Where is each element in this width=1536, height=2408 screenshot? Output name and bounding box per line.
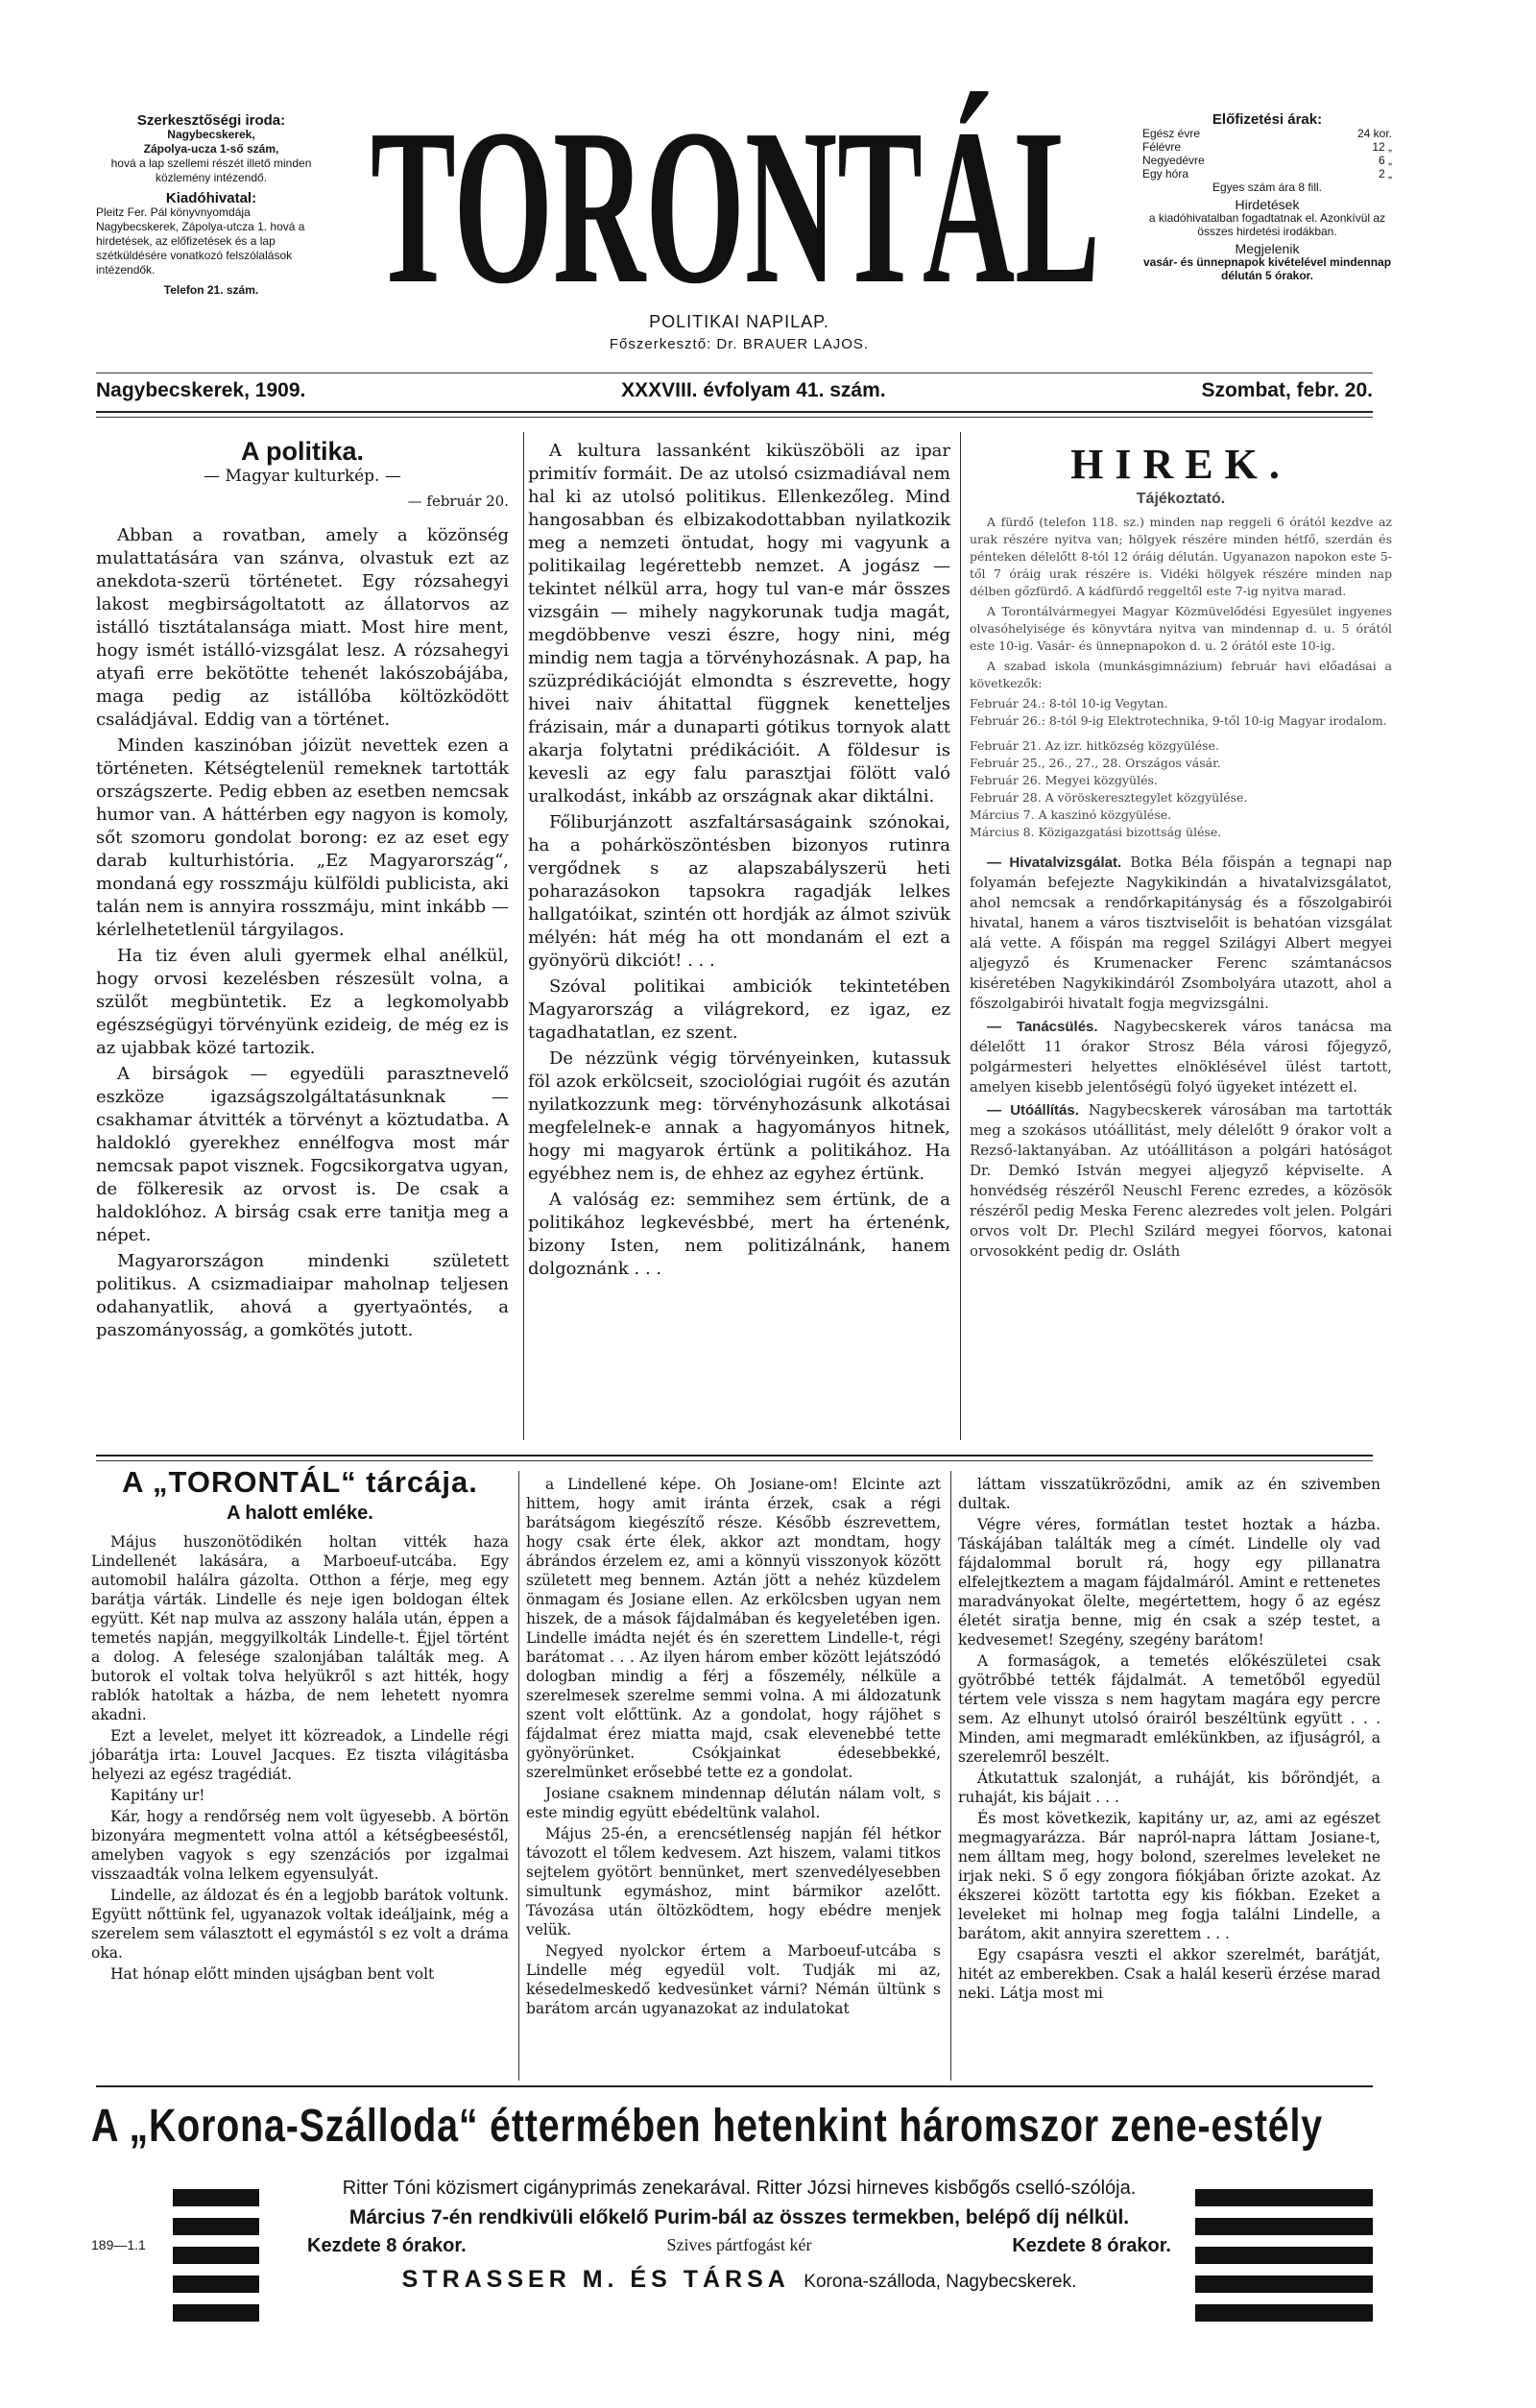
paragraph: Kapitány ur! (110, 1787, 205, 1804)
masthead-left (96, 113, 326, 298)
ad-bar (173, 2247, 259, 2264)
lecture-item: Február 24.: 8-tól 10-ig Vegytan. (970, 696, 1168, 710)
ad-line-1: Ritter Tóni közismert cigányprimás zenekarával. Ritter Józsi hirneves kisbőgős cselló-szólója. (342, 2178, 1137, 2199)
paragraph: A Torontálvármegyei Magyar Közmüvelődési Egyesület ingyenes olvasóhelyisége és könyvtára nyitva van mindennap d. u. 5 órától este 10-ig. Vasár- és ünnepnapokon d. u. 2 órától este 10-ig. (970, 604, 1392, 653)
price-row: Egy hóra 2 „ (1142, 167, 1392, 181)
masthead-right (1142, 113, 1392, 282)
event-item: Március 8. Közigazgatási bizottság ülése. (970, 825, 1222, 839)
ad-start-time: Kezdete 8 órakor. (307, 2235, 467, 2256)
ad-signature (307, 2266, 1171, 2294)
masthead-logo (351, 91, 1119, 307)
feuilleton-column-1 (91, 1465, 509, 1986)
paragraph: De nézzünk végig törvényeinken, kutassuk föl azok erkölcseit, szociológiai rugóit és azután nyilatkozzunk meg: törvényhozásunk alkotásai megfelelnek-e annak a hagyományos hitnek, hogy mi magyarok értünk a politikához. Ha egyébhez nem is, de ehhez az egyhez értünk. (528, 1048, 950, 1184)
feuilleton-title: A halott emléke. (227, 1503, 373, 1524)
paragraph: Ezt a levelet, melyet itt közreadok, a Lindelle régi jóbarátja irta: Louvel Jacques. Ez tiszta világitásba helyezi az egész tragédiát. (91, 1727, 509, 1783)
ad-start-time: Kezdete 8 órakor. (1012, 2235, 1171, 2256)
ad-headline: A „Korona-Szálloda“ éttermében hetenkint háromszor zene-estély (91, 2101, 1323, 2152)
publisher-office-text: Pleitz Fer. Pál könyvnyomdája Nagybecskerek, Zápolya-utcza 1. hová a hirdetések, az előfizetések és a lap szétküldésére vonatkozó felszólalások intézendők. (96, 205, 305, 277)
editorial-office-street: Zápolya-ucza 1-ső szám, (143, 142, 279, 156)
paragraph: Magyarországon mindenki született politikus. A csizmadiaipar maholnap teljesen odahanyatlik, ahová a gyertyaöntés, a paszományosság, a gomkötés jutott. (96, 1251, 509, 1340)
volume-number: XXXVIII. évfolyam 41. szám. (621, 379, 886, 401)
news-title: HIREK. (1070, 441, 1291, 488)
paragraph: láttam visszatükröződni, amik az én szivemben dultak. (958, 1476, 1380, 1512)
paragraph: A formaságok, a temetés előkészületei csak gyötrőbbé tették fájdalmát. A temetőből egyedül tértem vele vissza s nem hagytam magára egy percre sem. Az elhunyt utolsó órairól beszéltünk együtt . . . Minden, ami megmaradt emlékünkben, az ifjuságról, a szerelemről beszélt. (958, 1652, 1380, 1766)
editorial-office-city: Nagybecskerek, (167, 128, 255, 141)
ad-bar (1195, 2218, 1373, 2235)
chief-editor: Főszerkesztő: Dr. BRAUER LAJOS. (609, 336, 870, 352)
paragraph: Végre véres, formátlan testet hoztak a házba. Táskájában találták meg a címét. Lindelle oly vad fájdalommal borult rá, hogy egy pillanatra elfelejtkeztem a magam fájdalmáról. Amint e rettenetes maradványokat ölelte, megértettem, hogy ő az egész életét siratja benne, mig én csak a szép testet, a kedvesemet! Szegény, szegény barátom! (958, 1516, 1380, 1649)
divider (96, 411, 1373, 413)
place-year: Nagybecskerek, 1909. (96, 379, 306, 401)
paragraph: Ha tiz éven aluli gyermek elhal anélkül, hogy orvosi kezelésben részesült volna, a szülőt megbüntetik. Ez a legkomolyabb egészségügyi törvényünk ezideig, de még ez is az ujabbak közé tartozik. (96, 946, 509, 1058)
paragraph: A szabad iskola (munkásgimnázium) február havi előadásai a következők: (970, 659, 1392, 690)
event-item: Február 25., 26., 27., 28. Országos vásár. (970, 756, 1221, 770)
paragraph: Kár, hogy a rendőrség nem volt ügyesebb. A börtön bizonyára megmentett volna attól a kétségbeeséstől, amelyben vagyok s egy szenzációs por izgalmai visszaadták volna lelkem egyensulyát. (91, 1808, 509, 1883)
editorial-column-1 (96, 437, 509, 1345)
ad-bar (1195, 2247, 1373, 2264)
editorial-office-title: Szerkesztőségi iroda: (136, 112, 286, 129)
editorial-office-note: hová a lap szellemi részét illető minden közlemény intézendő. (110, 157, 312, 184)
ad-bar (173, 2304, 259, 2322)
ad-line-3 (307, 2235, 1171, 2257)
info-section-title: Tájékoztató. (1136, 491, 1226, 507)
price-row: Egész évre 24 kor. (1142, 127, 1392, 140)
appears-title: Megjelenik (1235, 241, 1300, 256)
editorial-subtitle: — Magyar kulturkép. — (204, 467, 401, 486)
news-item: — Hivatalvizsgálat. Botka Béla főispán a tegnapi nap folyamán befejezte Nagykikindán a hivatalvizsgálatot, ahol nemcsak a rendőrkapitányság és a főszolgabirói hivatal, hanem a város tisztviselőit is behatóan vizsgálat alá vette. A főispán ma reggel Szilágyi Albert megyei aljegyző és Krumenacker Ferenc számtanácsos kiséretében Nagykikindáról Zsombolyára utazott, ahol a főszolgabirói hivatalt fogja megvizsgálni. (970, 854, 1392, 1012)
editorial-date: — február 20. (407, 493, 509, 510)
publisher-office-title: Kiadóhivatal: (165, 190, 257, 206)
event-item: Február 21. Az izr. hitközség közgyülése. (970, 738, 1219, 753)
paragraph: Abban a rovatban, amely a közönség mulattatására van szánva, olvastuk ezt az anekdota-szerü történetet. Egy rózsahegyi lakost megbirságoltatott az állatorvos az istálló tisztátalansága miatt. Most hire ment, hogy ismét istálló-vizsgálat lesz. A rózsahegyi atyafi erre bekötötte tehenét lakószobájába, maga pedig az istállóba költözködött családjával. Eddig van a történet. (96, 525, 509, 730)
event-item: Február 26. Megyei közgyülés. (970, 773, 1158, 787)
logo-text: TORONTÁL (371, 91, 1100, 307)
paper-subtitle: POLITIKAI NAPILAP. (649, 312, 829, 331)
ad-owner: STRASSER M. ÉS TÁRSA (401, 2266, 790, 2293)
editorial-title: A politika. (240, 437, 364, 466)
paragraph: Május 25-én, a erencsétlenség napján fél hétkor távozott el tőlem kedvesem. Azt hiszem, valami titkos sejtelem gyötört bennünket, mert szenvedélyesebben simultunk egymáshoz, mint bármikor azelőtt. Távozása után öltözködtem, hogy ebédre menjek velük. (526, 1825, 941, 1938)
dateline (96, 374, 1373, 407)
paragraph: A birságok — egyedüli parasztnevelő eszköze igazságszolgáltatásunknak — csakhamar átvitték a törvényt a köztudatba. A haldokló gyerekhez ennélfogva most már nemcsak papot visznek. Fogcsikorgatva ugyan, de fölkeresik az orvost is. De csak a haldoklóhoz. A birság csak erre tanitja meg a népet. (96, 1064, 509, 1245)
event-item: Március 7. A kaszinó közgyülése. (970, 807, 1172, 822)
price-row: Negyedévre 6 „ (1142, 154, 1392, 167)
divider (96, 2085, 1373, 2087)
divider (96, 1455, 1373, 1457)
divider (96, 417, 1373, 418)
news-item: — Tanácsülés. Nagybecskerek város tanácsa ma délelőtt 11 órakor Strosz Béla városi főjegyző, polgármesteri helyettes elnöklésével ülést tartott, amelyen kisebb jelentőségü folyó ügyeket intézett el. (970, 1018, 1392, 1096)
ad-bar (173, 2218, 259, 2235)
prices-title: Előfizetési árak: (1212, 111, 1323, 128)
phone-number: Telefon 21. szám. (163, 283, 259, 297)
price-row: Félévre 12 „ (1142, 140, 1392, 154)
info-section (970, 491, 1392, 841)
ad-place: Korona-szálloda, Nagybecskerek. (804, 2272, 1077, 2292)
column-divider (960, 432, 961, 1440)
paragraph: Minden kaszinóban jóizüt nevettek ezen a történeten. Kétségtelenül remeknek tartották országszerte. Pedig ebben az esetben nemcsak humor van. A háttérben egy nagyon is komoly, sőt szomoru gondolat borong: ez az eset egy darab kulturhistória. „Ez Magyarország“, mondaná egy rosszmáju külföldi publicista, aki talán nem is annyira rosszmáju, mint inkább — kérlelhetetlenül tárgyilagos. (96, 735, 509, 940)
paragraph: A valóság ez: semmihez sem értünk, de a politikához legkevésbbé, mert ha értenénk, bizony Isten, nem politizálnánk, hanem dolgoznánk . . . (528, 1190, 950, 1279)
feuilleton-column-2 (526, 1475, 941, 2020)
ads-title: Hirdetések (1235, 197, 1300, 212)
paragraph: Főliburjánzott aszfaltársaságaink szónokai, ha a pohárköszöntésben bizonyos rutinra vergődnek s az alapszabályszerü heti poharazásokon tapsokra ragadják lelkes hallgatóikat, szintén ott hordják az álmot szivük mélyén: hát még ha ott mondanám el ezt a gyönyörü dikciót! . . . (528, 812, 950, 971)
ad-code: 189—1.1 (91, 2237, 146, 2252)
issue-day: Szombat, febr. 20. (1201, 379, 1373, 401)
ad-bar (1195, 2304, 1373, 2322)
feuilleton-column-3 (958, 1475, 1380, 2005)
paragraph: Átkutattuk szalonját, a ruháját, kis bőröndjét, a ruhaját, kis bájait . . . (958, 1770, 1380, 1806)
paragraph: Szóval politikai ambiciók tekintetében Magyarország a világrekord, ez igaz, ez tagadhatatlan, ez szent. (528, 976, 950, 1043)
masthead-subtitle-block (557, 312, 922, 352)
paragraph: A kultura lassanként kiküszöböli az ipar primitív formáit. De az utolsó csizmadiával nem hal ki az utolsó politikus. Ellenkezőleg. Mind hangosabban és elbizakodottabban nyilatkozik meg a nemzeti öntudat, hogy mi vagyunk a politikailag legérettebb nemzet. A jogász — tekintet nélkül arra, hogy tul van-e már összes vizsgáin — mihely nagykorunak tudja magát, megdöbbenve veszi észre, hogy nini, még mindig nem tagja a törvényhozásnak. A pap, ha szüzprédikációját elmondta s észrevette, hogy hivei naiv áhitattal függnek kenetteljes frázisain, már a dunaparti gótikus tornyok alatt akarja folytatni prédikációit. A földesur is kevesli az egy falu parasztjai fölött való uralkodást, inkább az országnak akar diktálni. (528, 441, 950, 807)
feuilleton-header: A „TORONTÁL“ tárcája. (122, 1465, 478, 1499)
paragraph: a Lindellené képe. Oh Josiane-om! Elcinte azt hittem, hogy amit iránta érzek, csak a régi barátságom kiegészítő része. Később észrevettem, hogy csak érte élek, akkor azt mondtam, hogy ábrándos érzelem ez, ami a könnyü visszonyok között született meg bennem. Aztán jött a nehéz küzdelem önmagam és Josiane ellen. Az erkölcsben ugyan nem hiszek, de a mások fájdalmában és kegyeletében igen. Lindelle imádta nejét és én szerettem Lindelle-t, régi barátomat . . . Az ilyen három ember között lejátszódó dologban mindig a férj a főszemély, nélküle a szerelmesek szerelme semmi volna. A mi áldozatunk szent volt előttünk. Az a gondolat, hogy rájöhet s fájdalmat érez miatta majd, csak elevenebbé tette gyönyörünket. Csókjainkat édesebbekké, szerelmünket erősebbé tette ez a gondolat. (526, 1476, 941, 1781)
column-divider (518, 1471, 519, 2081)
ad-bar (173, 2276, 259, 2293)
paragraph: Josiane csaknem mindennap délután nálam volt, s este mindig együtt ebédeltünk valahol. (526, 1785, 941, 1821)
news-column (970, 440, 1392, 1264)
column-divider (950, 1471, 951, 2081)
ad-patronage: Szives pártfogást kér (666, 2235, 812, 2254)
paragraph: Május huszonötödikén holtan vitték haza Lindellenét lakására, a Marboeuf-utcába. Egy automobil halálra gázolta. Otthon a férje, meg egy barátja várták. Lindelle és neje igen boldogan éltek együtt. Két nap mulva az asszony halála után, éppen a temetés napján, meggyilkolták Lindelle-t. Éjjel történt a dolog. A felesége szalonjában találták meg. A butorok el voltak tolva helyükről s azt hitték, hogy rablók hatoltak a házba, de nem lehetett nyomra akadni. (91, 1533, 509, 1723)
ad-line-2: Március 7-én rendkivüli előkelő Purim-bál az összes termekben, belépő díj nélkül. (348, 2206, 1130, 2228)
appears-text: vasár- és ünnepnapok kivételével mindennap délután 5 órakor. (1142, 255, 1392, 282)
ad-bar (173, 2189, 259, 2206)
editorial-column-2 (528, 440, 950, 1284)
ad-bar (1195, 2276, 1373, 2293)
single-issue-price: Egyes szám ára 8 fill. (1212, 181, 1323, 194)
ads-text: a kiadóhivatalban fogadtatnak el. Azonkívül az összes hirdetési irodákban. (1148, 211, 1386, 238)
paragraph: Negyed nyolckor értem a Marboeuf-utcába s Lindelle még egyedül volt. Tudják mi az, késedelmeskedő kedvesünket várni? Némán ültünk s barátom arcán ugyanazokat az indulatokat (526, 1942, 941, 2017)
lecture-item: Február 26.: 8-tól 9-ig Elektrotechnika, 9-től 10-ig Magyar irodalom. (970, 713, 1387, 728)
column-divider (523, 432, 524, 1440)
news-items (970, 853, 1392, 1262)
news-item: — Utóállítás. Nagybecskerek városában ma tartották meg a szokásos utóállitást, mely délelőtt 9 órakor volt a Rezső-laktanyában. Az utóállitáson a polgári hatóságot Dr. Demkó István megyei aljegyző képviselte. A honvédség részéről Neuschl Ferenc ezredes, a közösök részéről pedig Meska Ferenc alezredes volt jelen. Polgári orvos volt Dr. Plechl Szilárd megyei főorvos, katonai orvosokként pedig dr. Osláth (970, 1101, 1392, 1260)
ad-bar (1195, 2189, 1373, 2206)
event-item: Február 28. A vöröskeresztegylet közgyülése. (970, 790, 1248, 805)
divider (96, 1460, 1373, 1461)
paragraph: Egy csapásra veszti el akkor szerelmét, barátját, hitét az emberekben. Csak a halál keserü érzése marad neki. Látja most mi (958, 1946, 1380, 2002)
paragraph: És most következik, kapitány ur, az, ami az egészet megmagyarázza. Bár napról-napra láttam Josiane-t, nem álltam meg, hogy bolond, szerelmes leveleket ne irjak neki. S ő egy zongora fiókjában őrizte azokat. Az ékszerei között tartotta egy kis fiókban. Ezeket a leveleket mi holnap meg fogja találni Lindelle, a barátom, akit annyira szerettem . . . (958, 1810, 1380, 1942)
paragraph: Hat hónap előtt minden ujságban bent volt (110, 1965, 435, 1983)
paragraph: Lindelle, az áldozat és én a legjobb barátok voltunk. Együtt nőttünk fel, ugyanazok voltak ideáljaink, még a szerelem sem választott el egymástól s ez volt a dráma oka. (91, 1887, 509, 1962)
paragraph: A fürdő (telefon 118. sz.) minden nap reggeli 6 órától kezdve az urak részére nyitva van; hölgyek részére minden hétfő, szerdán és pénteken délelőtt 8-tól 12 óráig délután. Ugyanazon napokon este 5-től 7 óráig urak részére is. Vidéki hölgyek részére minden nap délben gőzfürdő. A kádfürdő reggeltől este 7-ig nyitva marad. (970, 515, 1392, 598)
